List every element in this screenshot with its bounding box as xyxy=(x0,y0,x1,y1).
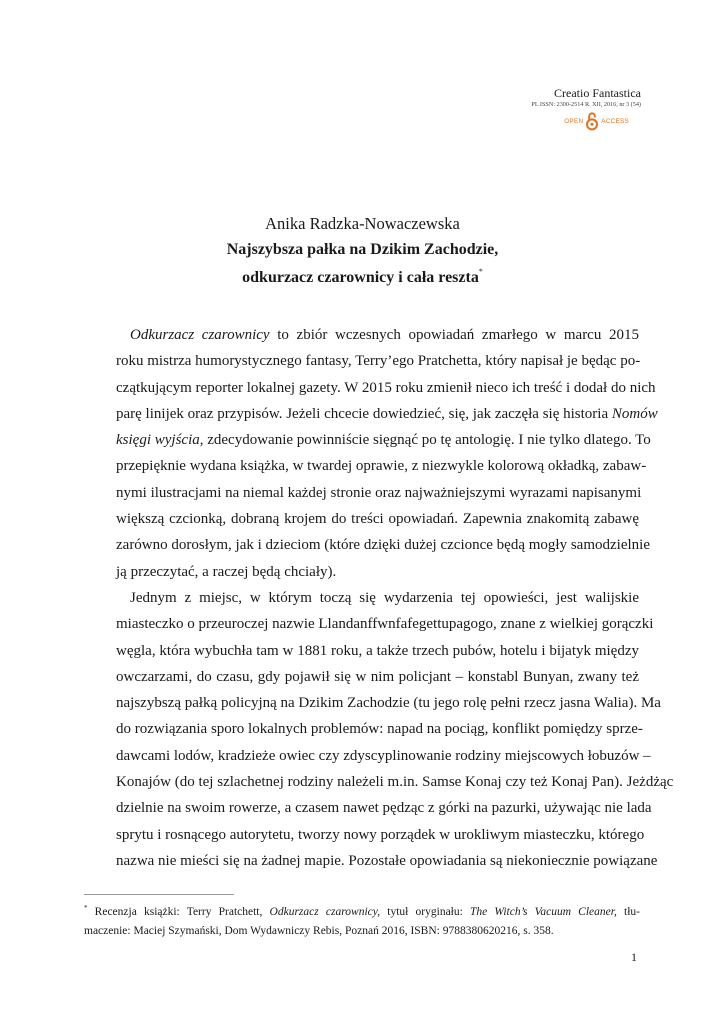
title-footnote-mark: * xyxy=(478,267,483,276)
body-line xyxy=(116,322,639,348)
open-access-badge xyxy=(531,111,629,131)
body-line xyxy=(116,401,658,427)
body-line: dawcami lodów, kradzieże owiec czy zdyscyplinowanie rodziny miejscowych łobuzów – xyxy=(116,747,651,764)
body-text: to zbiór wczesnych opowiadań zmarłego w marcu 2015 xyxy=(269,327,639,343)
body-line: Jednym z miejsc, w którym toczą się wydarzenia tej opowieści, jest walijskie xyxy=(130,589,639,606)
journal-header xyxy=(531,86,641,131)
footnote-text: tłu- xyxy=(616,906,640,918)
body-line: nymi ilustracjami na niemal każdej stronie oraz najważniejszymi wyrazami napisanymi xyxy=(116,484,642,501)
body-line: najszybszą pałką policyjną na Dzikim Zachodzie (tu jego rolę pełni rzecz jasna Walia). Ma xyxy=(116,695,661,712)
book-title-emphasis: Nomów xyxy=(611,405,658,422)
footnote-text: tytuł oryginału: xyxy=(380,906,470,918)
body-line: owczarzami, do czasu, gdy pojawił się w nim policjant – konstabl Bunyan, zwany też xyxy=(116,668,639,685)
title-text: odkurzacz czarownicy i cała reszta xyxy=(242,269,479,286)
body-line: większą czcionką, dobraną krojem do treści opowiadań. Zapewnia znakomitą zabawę xyxy=(116,511,639,528)
footnote-line-1 xyxy=(84,903,640,922)
article-title-line-2 xyxy=(0,264,725,292)
body-line: do rozwiązania sporo lokalnych problemów: napad na pociąg, konflikt pomiędzy sprze- xyxy=(116,721,643,738)
body-line: roku mistrza humorystycznego fantasy, Terry’ego Pratchetta, który napisał je będąc po- xyxy=(116,353,641,370)
book-title-emphasis: Odkurzacz czarownicy xyxy=(130,327,270,343)
footnote-text: Recenzja książki: Terry Pratchett, xyxy=(87,906,270,918)
body-text: parę linijek oraz przypisów. Jeżeli chcecie dowiedzieć, się, jak zaczęła się historia xyxy=(116,405,612,422)
body-line: nazwa nie mieści się na żadnej mapie. Pozostałe opowiadania są niekoniecznie powiązane xyxy=(116,852,658,869)
body-line xyxy=(116,427,651,453)
footnote-mark: * xyxy=(84,904,88,912)
open-access-label-open: OPEN xyxy=(564,117,584,125)
body-line: sprytu i rosnącego autorytetu, tworzy nowy porządek w urokliwym miasteczku, którego xyxy=(116,826,645,843)
body-line: czątkującym reporter lokalnej gazety. W 2015 roku zmienił nieco ich treść i dodał do nich xyxy=(116,379,656,396)
article-author: Anika Radzka-Nowaczewska xyxy=(265,214,460,233)
body-text: , zdecydowanie powinniście sięgnąć po tę antologię. I nie tylko dlatego. To xyxy=(199,432,651,449)
footnote-separator xyxy=(84,894,234,895)
body-line: Konajów (do tej szlachetnej rodziny należeli m.in. Samse Konaj czy też Konaj Pan). Jeżdżąc xyxy=(116,774,674,791)
body-line: dzielnie na swoim rowerze, a czasem nawet pędząc z górki na pazurki, używając nie lada xyxy=(116,800,652,817)
footnote-line-2: maczenie: Maciej Szymański, Dom Wydawniczy Rebis, Poznań 2016, ISBN: 9788380620216, s. 358. xyxy=(84,925,554,937)
article-body xyxy=(116,322,674,874)
footnote-original-title: The Witch’s Vacuum Cleaner, xyxy=(469,906,617,918)
body-line: węgla, która wybuchła tam w 1881 roku, a także trzech pubów, hotelu i bijatyk między xyxy=(116,642,639,659)
journal-issn: PL ISSN: 2300-2514 R. XII, 2016, nr 3 (54) xyxy=(531,101,641,108)
body-line: miasteczko o przeuroczej nazwie Llandanffwnfafegettupagogo, znane z wielkiej gorączki xyxy=(116,616,654,633)
open-access-label-access: ACCESS xyxy=(601,117,629,125)
body-line: przepięknie wydana książka, w twardej oprawie, z niezwykle kolorową okładką, zabaw- xyxy=(116,458,647,475)
book-title-emphasis: księgi wyjścia xyxy=(116,432,200,449)
footnote-book-title: Odkurzacz czarownicy, xyxy=(269,906,381,918)
body-line: ją przeczytać, a raczej będą chciały). xyxy=(116,563,337,580)
article-header xyxy=(0,212,725,292)
page-number: 1 xyxy=(631,950,637,964)
journal-name: Creatio Fantastica xyxy=(554,86,641,100)
open-access-lock-icon xyxy=(586,111,598,131)
article-title-line-1: Najszybsza pałka na Dzikim Zachodzie, xyxy=(226,241,499,258)
footnote xyxy=(84,903,640,941)
body-line: zarówno dorosłym, jak i dzieciom (które dzięki dużej czcionce będą mogły samodzielnie xyxy=(116,537,650,554)
